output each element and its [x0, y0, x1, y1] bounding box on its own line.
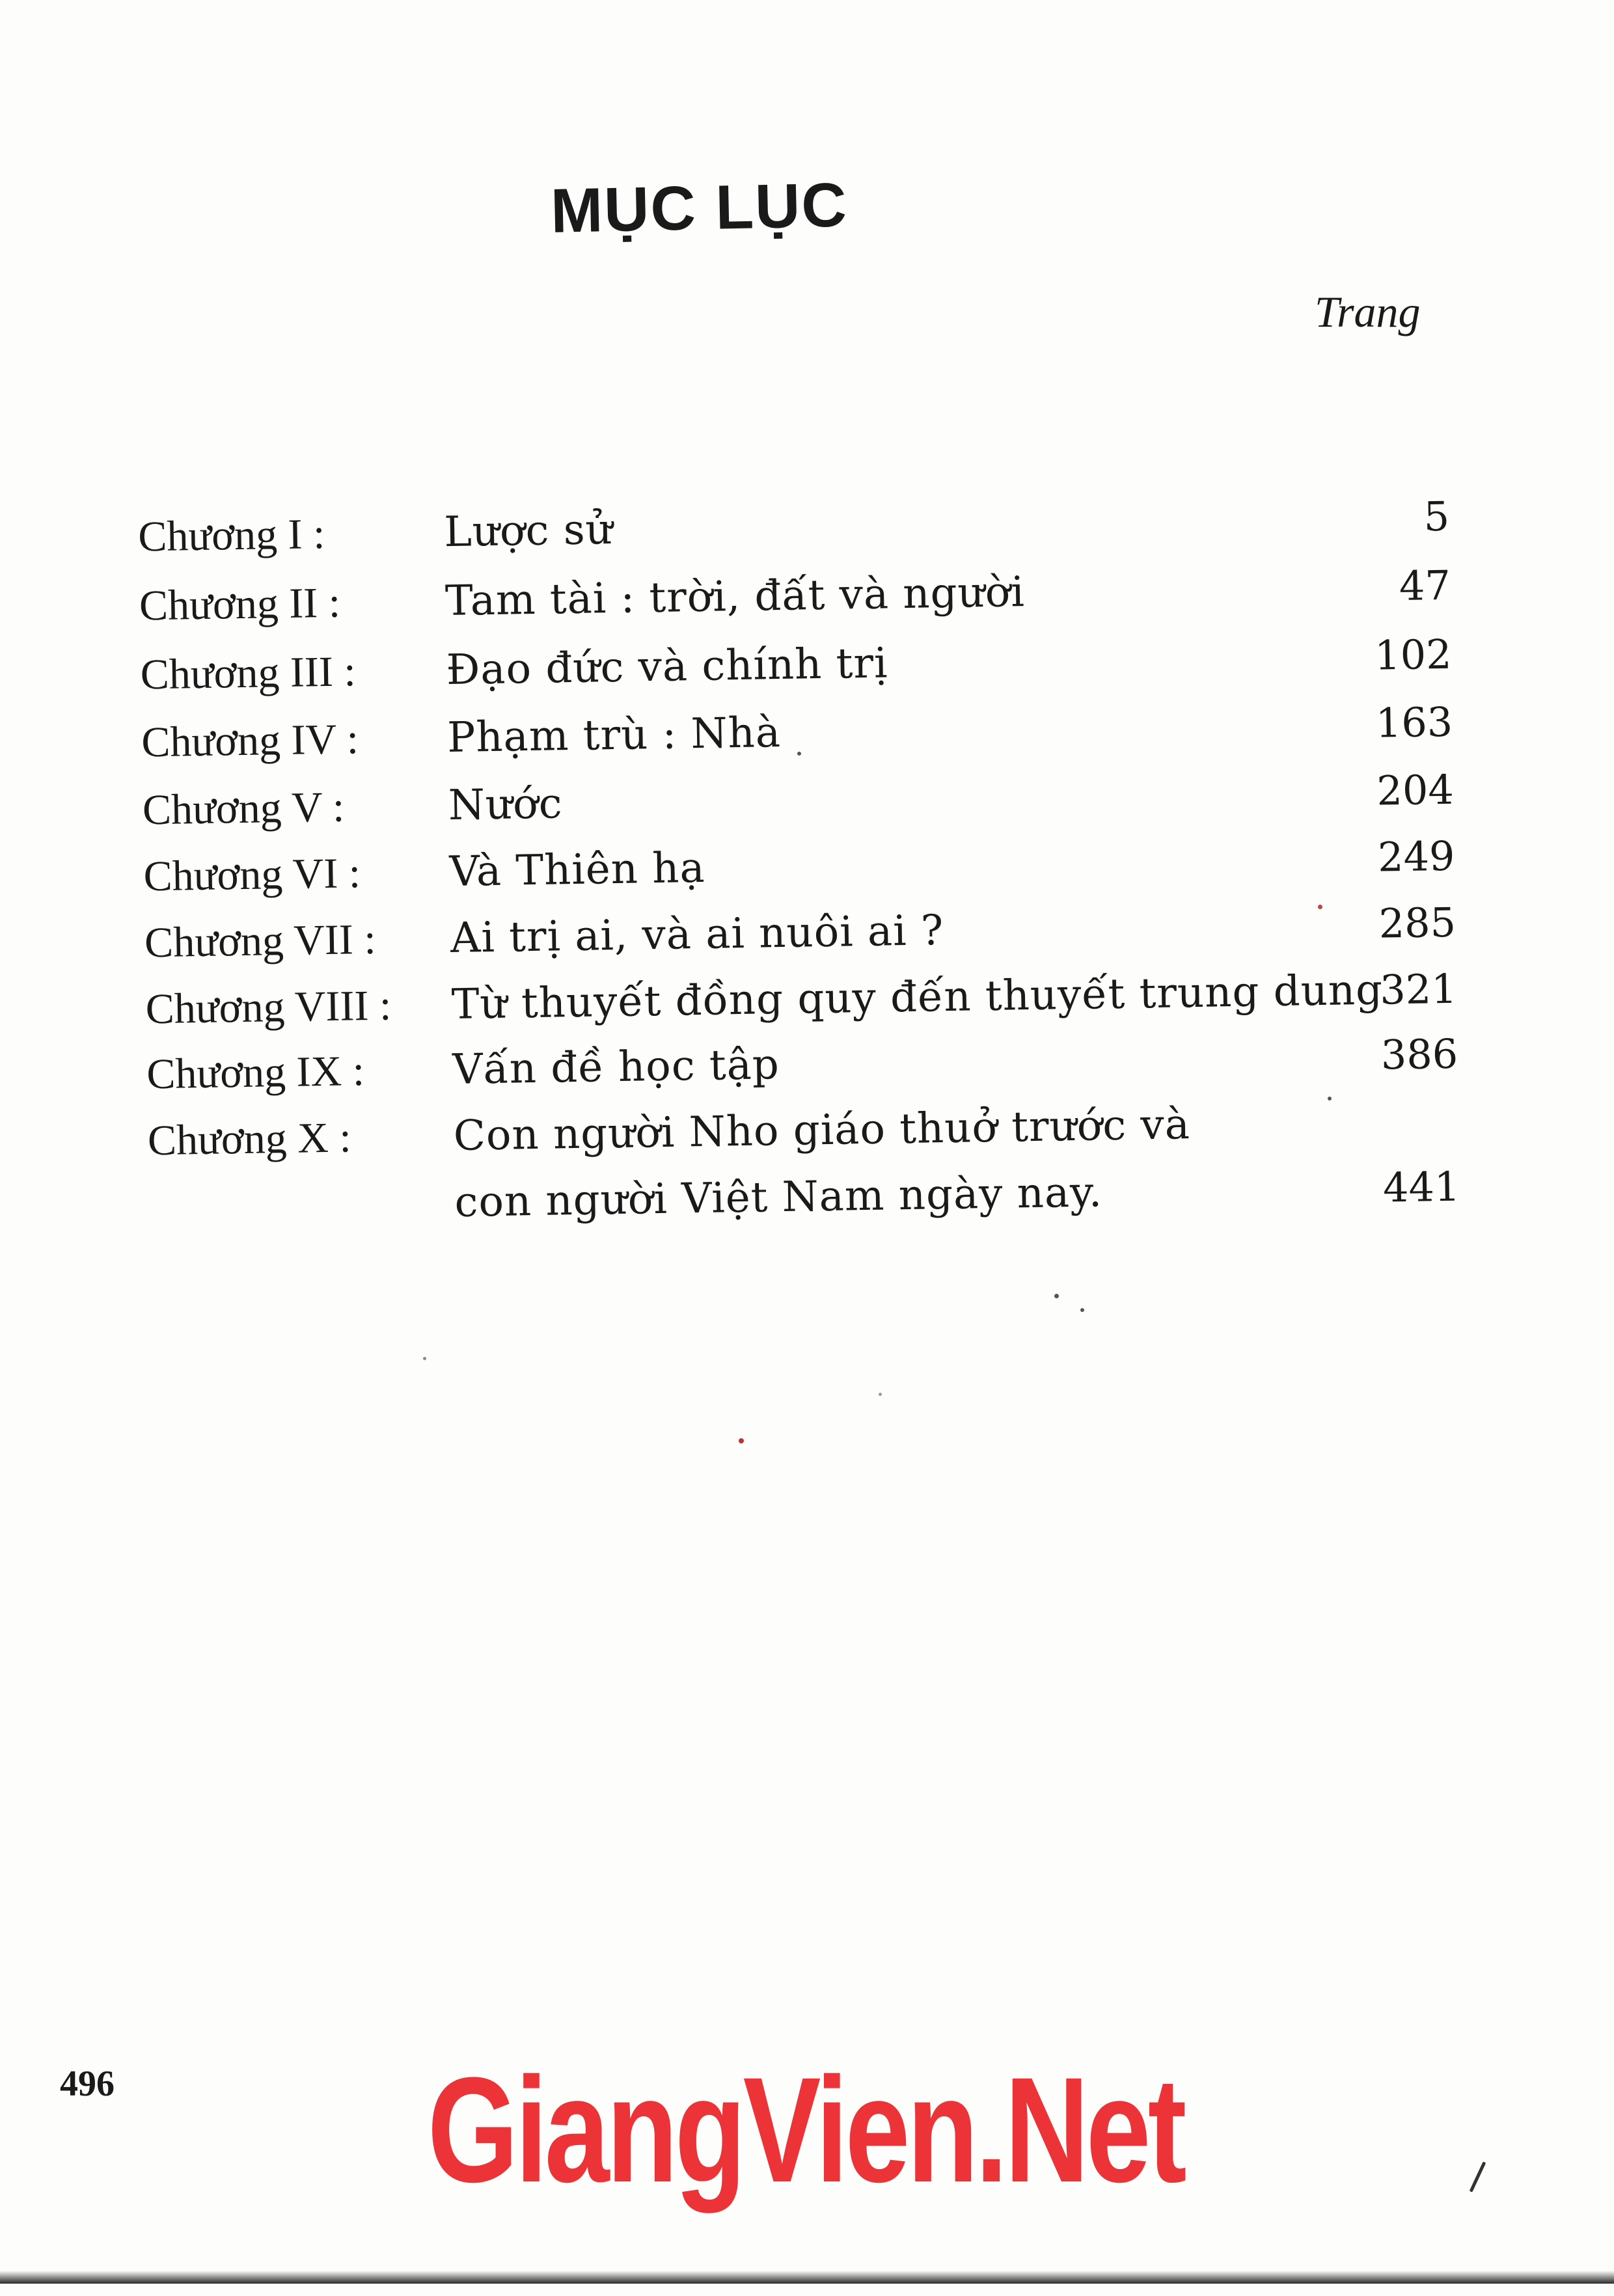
chapter-page: 441 — [1382, 1162, 1460, 1212]
scan-speck — [1318, 905, 1322, 909]
chapter-label: Chương I : — [137, 510, 325, 561]
chapter-title: Ai trị ai, và ai nuôi ai ? — [450, 907, 944, 963]
chapter-title: Con người Nho giáo thuở trước và — [453, 1100, 1191, 1160]
chapter-title: Và Thiên hạ — [448, 843, 706, 897]
chapter-title: Lược sử — [443, 505, 614, 557]
chapter-title: Phạm trù : Nhà — [446, 708, 782, 763]
scan-speck — [797, 752, 801, 756]
page-number: 496 — [60, 2064, 115, 2104]
chapter-page: 285 — [1378, 898, 1457, 948]
chapter-page: 204 — [1376, 765, 1455, 815]
chapter-label: Chương II : — [139, 579, 341, 630]
chapter-title: Nước — [448, 780, 564, 830]
chapter-page: 321 — [1379, 964, 1458, 1014]
chapter-label: Chương VIII : — [145, 981, 392, 1033]
chapter-label: Chương X : — [147, 1114, 352, 1165]
scan-edge-shadow — [0, 2271, 1614, 2284]
toc-row-1 — [0, 488, 1609, 561]
chapter-label: Chương IX : — [146, 1047, 365, 1099]
page-column-label: Trang — [1315, 287, 1421, 336]
watermark: GiangVien.Net — [427, 2046, 1184, 2213]
chapter-title: Vấn đề học tập — [452, 1041, 780, 1094]
chapter-page: 163 — [1375, 698, 1453, 747]
chapter-title: Đạo đức và chính trị — [446, 639, 889, 695]
scan-speck — [1054, 1294, 1059, 1298]
scan-speck — [879, 1393, 882, 1396]
chapter-label: Chương V : — [142, 783, 345, 834]
chapter-page: 102 — [1374, 630, 1453, 679]
chapter-title: Tam tài : trời, đất và người — [445, 568, 1026, 626]
chapter-title-line2: con người Việt Nam ngày nay. — [454, 1168, 1103, 1227]
page-title: MỤC LỤC — [550, 170, 849, 246]
scan-speck — [423, 1357, 426, 1360]
chapter-page: 5 — [1423, 492, 1450, 541]
chapter-page: 47 — [1399, 561, 1451, 610]
chapter-label: Chương VII : — [144, 915, 377, 967]
scan-speck — [739, 1438, 744, 1443]
chapter-page: 249 — [1377, 832, 1455, 881]
chapter-page: 386 — [1380, 1030, 1458, 1079]
chapter-title: Từ thuyết đồng quy đến thuyết trung dung — [451, 966, 1384, 1029]
scan-speck — [1080, 1308, 1084, 1312]
chapter-label: Chương III : — [140, 648, 357, 699]
chapter-label: Chương IV : — [141, 715, 359, 767]
chapter-label: Chương VI : — [143, 849, 361, 901]
scan-speck — [1328, 1097, 1332, 1100]
